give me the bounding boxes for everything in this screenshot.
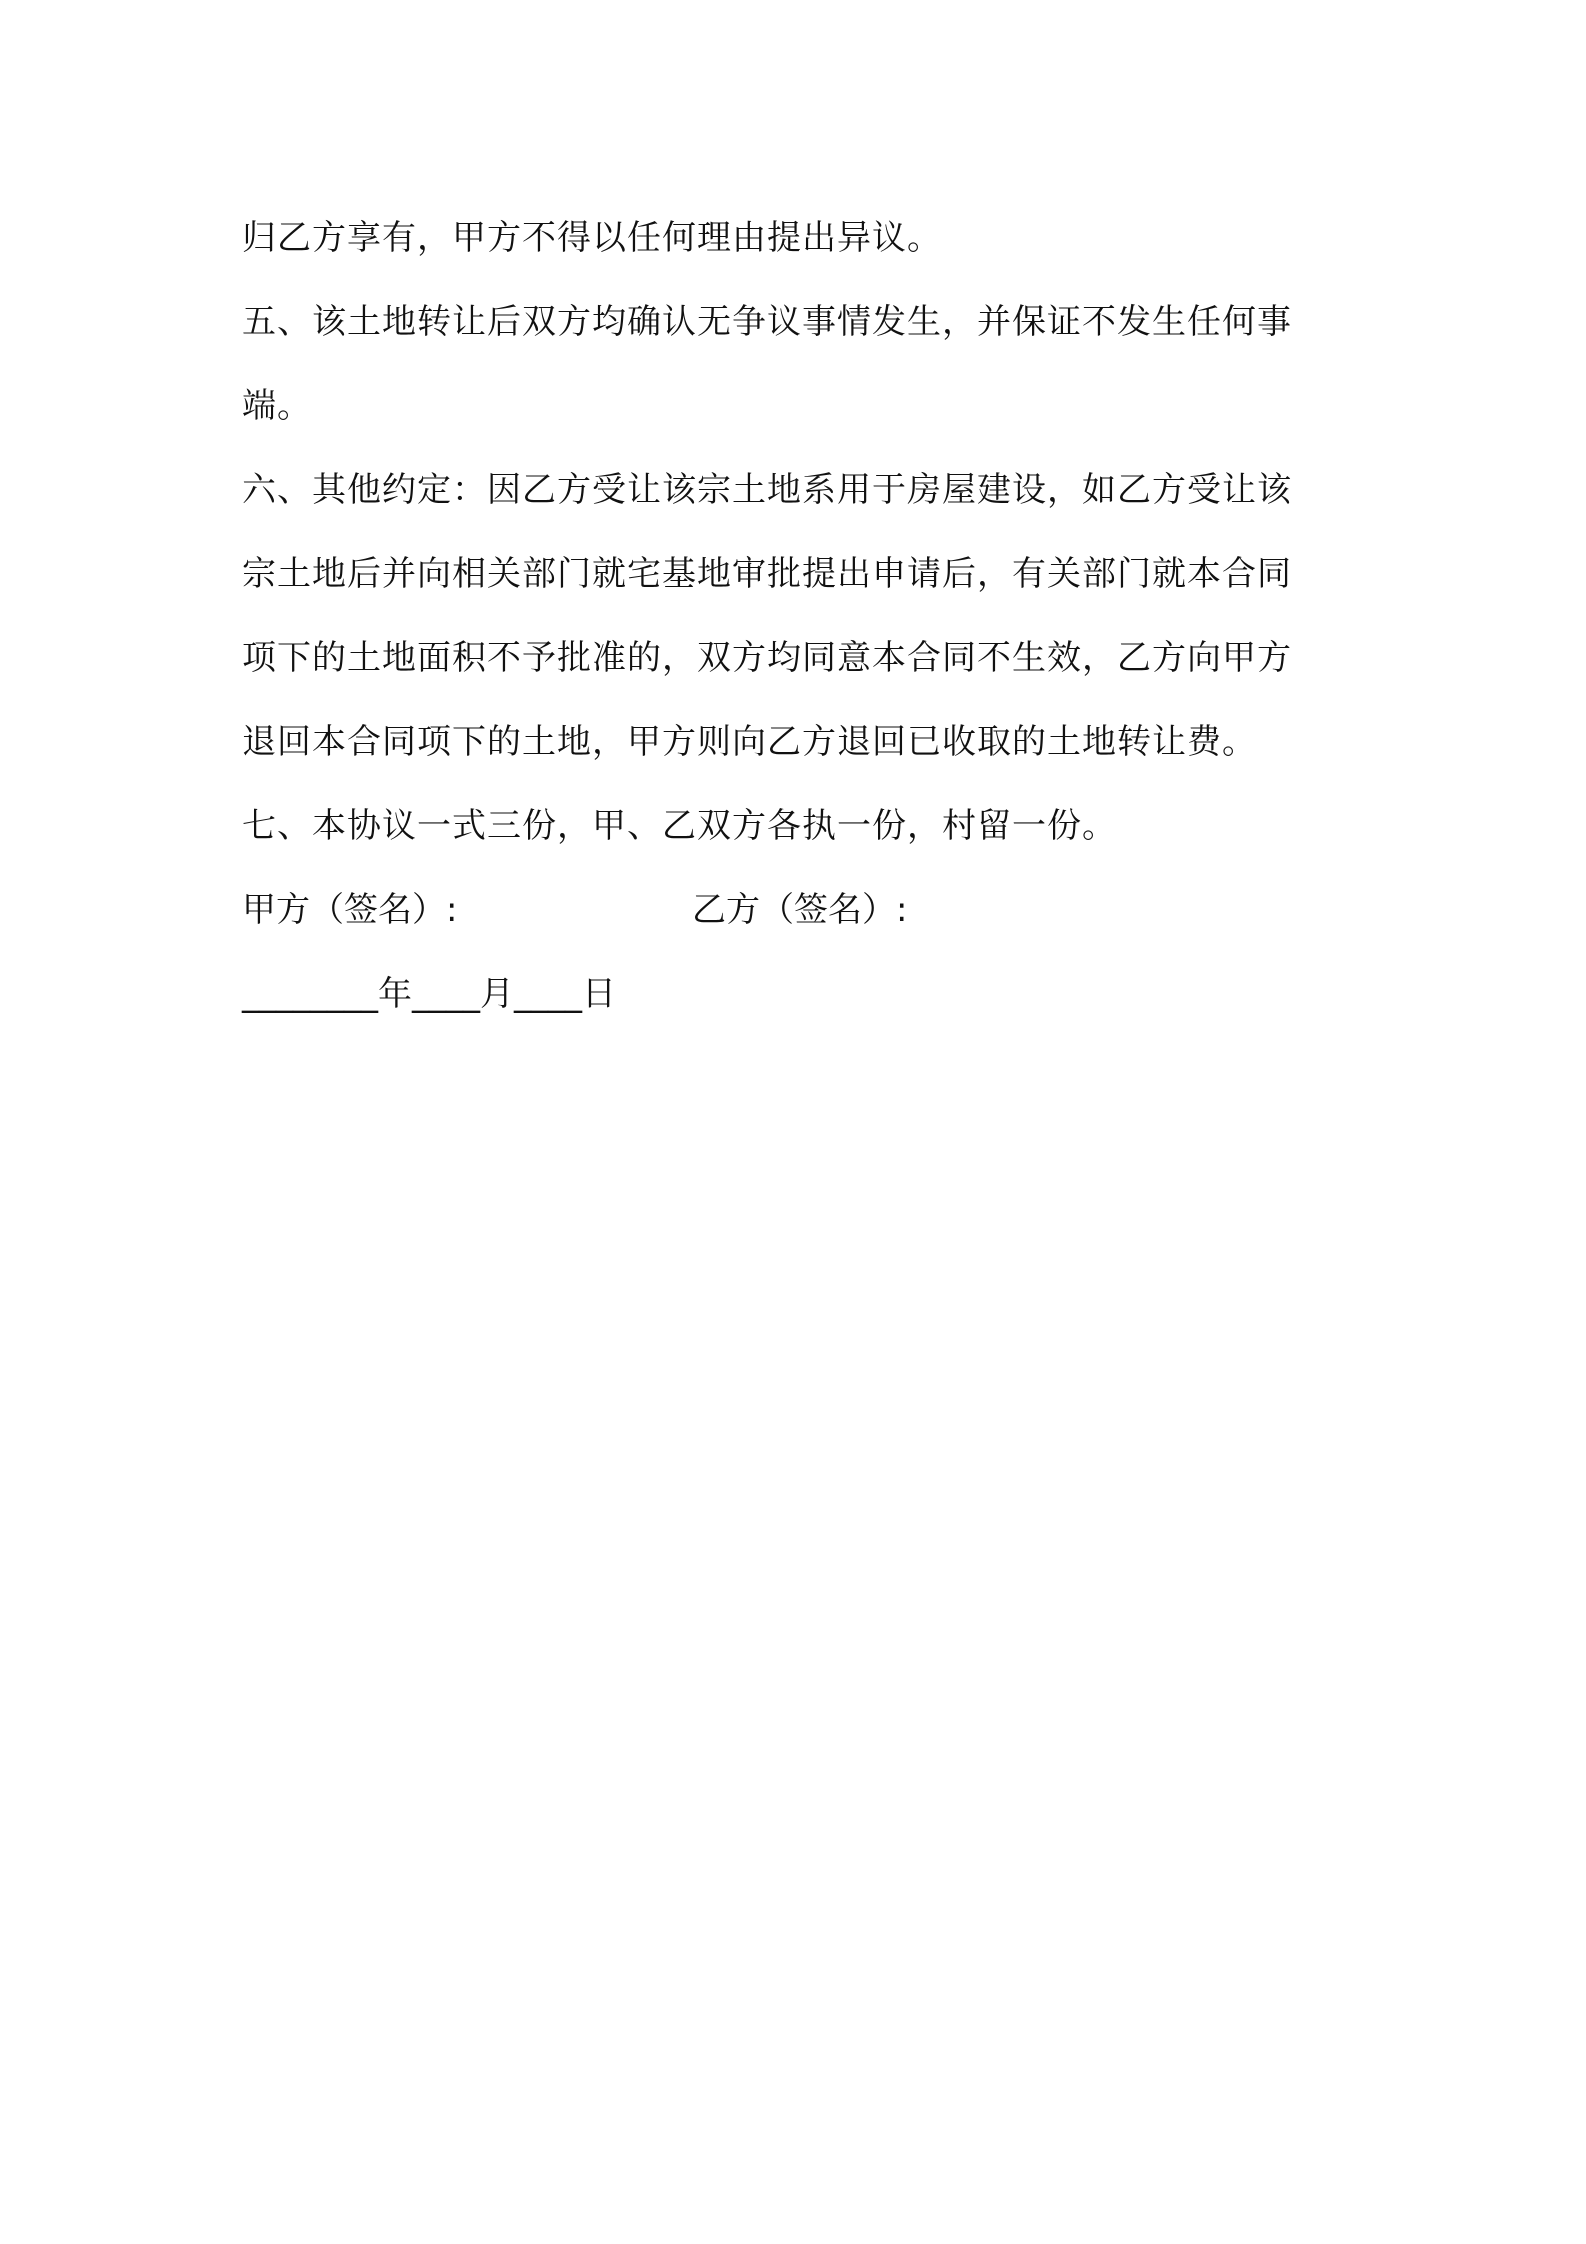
text-line: 宗土地后并向相关部门就宅基地审批提出申请后，有关部门就本合同: [242, 554, 1292, 594]
text-line: 六、其他约定：因乙方受让该宗土地系用于房屋建设，如乙方受让该: [242, 470, 1292, 510]
contract-text-block: [242, 196, 1352, 1036]
text-line: 七、本协议一式三份，甲、乙双方各执一份，村留一份。: [242, 806, 1117, 846]
text-line: 端。: [242, 386, 312, 426]
text-line: 归乙方享有，甲方不得以任何理由提出异议。: [242, 218, 942, 258]
date-line: ________年____月____日: [242, 974, 616, 1014]
signature-row: [242, 868, 1352, 952]
party-a-signature-label: 甲方（签名）:: [242, 890, 458, 930]
text-line: 五、该土地转让后双方均确认无争议事情发生，并保证不发生任何事: [242, 302, 1292, 342]
text-line: 退回本合同项下的土地，甲方则向乙方退回已收取的土地转让费。: [242, 722, 1257, 762]
text-line: 项下的土地面积不予批准的，双方均同意本合同不生效，乙方向甲方: [242, 638, 1292, 678]
party-b-signature-label: 乙方（签名）:: [692, 890, 908, 930]
